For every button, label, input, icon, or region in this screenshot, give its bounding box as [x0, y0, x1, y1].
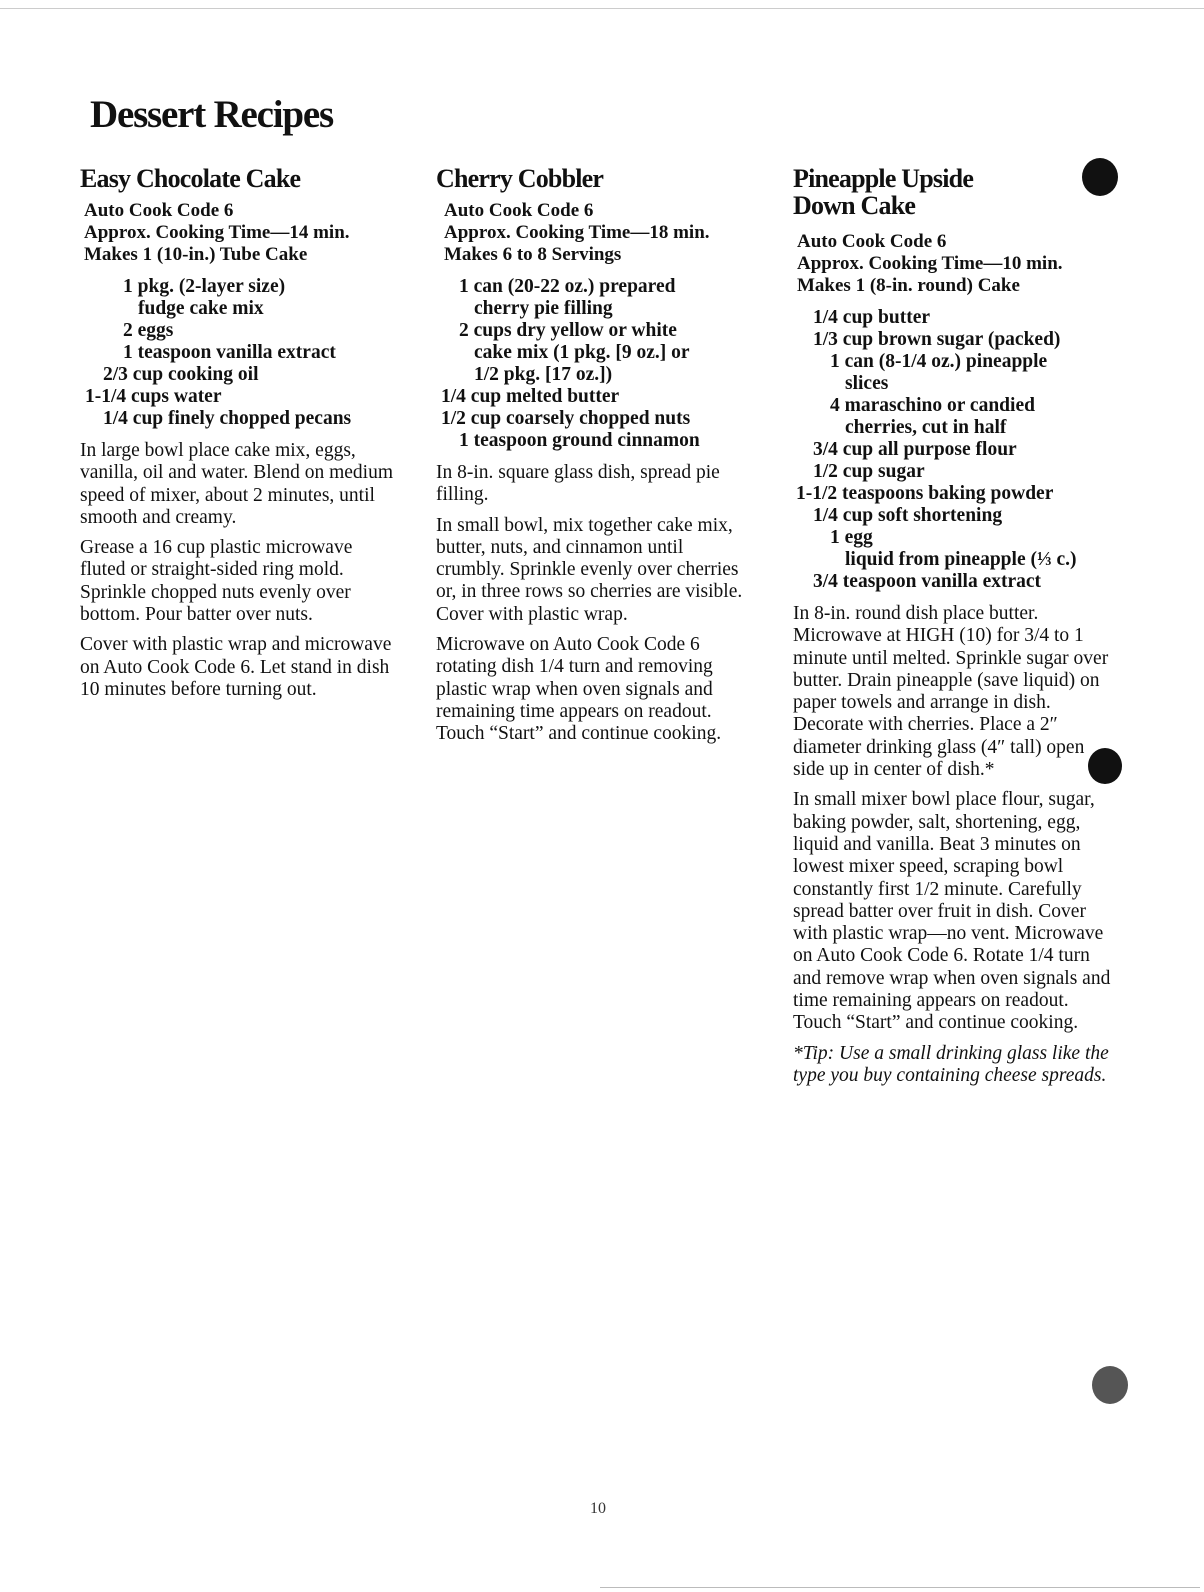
ingredient: 1 can (8-1/4 oz.) pineapple slices: [830, 351, 1048, 394]
instruction-step: In 8-in. square glass dish, spread pie filling.: [436, 462, 720, 506]
tip-note: *Tip: Use a small drinking glass like the type you buy containing cheese spreads.: [793, 1042, 1109, 1086]
ingredient: 1/2 cup sugar: [813, 461, 925, 482]
recipe-title: Easy Chocolate Cake: [80, 164, 301, 193]
binder-hole-top: [1082, 158, 1118, 196]
instruction-step: In small bowl, mix together cake mix, butter, nuts, and cinnamon until crumbly. Sprinkle evenly over cherries or, in three rows so cherries are visible. Cover with plastic wrap.: [436, 514, 743, 625]
binder-hole-middle: [1088, 748, 1122, 784]
ingredient: 1/4 cup melted butter: [441, 386, 620, 407]
instruction-step: Cover with plastic wrap and microwave on Auto Cook Code 6. Let stand in dish 10 minutes before turning out.: [80, 634, 392, 700]
recipe-meta: Auto Cook Code 6 Approx. Cooking Time—14 min. Makes 1 (10-in.) Tube Cake: [84, 200, 350, 265]
recipe-meta: Auto Cook Code 6 Approx. Cooking Time—10 min. Makes 1 (8-in. round) Cake: [797, 231, 1063, 296]
page-title: Dessert Recipes: [90, 93, 333, 136]
ingredient-list: [80, 276, 400, 430]
recipe-cherry-cobbler: [436, 165, 756, 754]
ingredient: 1-1/2 teaspoons baking powder: [796, 483, 1054, 504]
ingredient: 2/3 cup cooking oil: [103, 364, 259, 385]
ingredient: 2 eggs: [123, 320, 174, 341]
footer-rule: [600, 1587, 1200, 1588]
ingredient: 1 egg liquid from pineapple (⅓ c.): [830, 527, 1077, 570]
ingredient: 3/4 cup all purpose flour: [813, 439, 1017, 460]
instruction-step: In large bowl place cake mix, eggs, vanilla, oil and water. Blend on medium speed of mixer, about 2 minutes, until smooth and creamy.: [80, 440, 394, 528]
ingredient: 1 can (20-22 oz.) prepared cherry pie filling: [459, 276, 676, 319]
ingredient: 4 maraschino or candied cherries, cut in half: [830, 395, 1035, 438]
instruction-step: Grease a 16 cup plastic microwave fluted or straight-sided ring mold. Sprinkle chopped nuts evenly over bottom. Pour batter over nuts.: [80, 537, 353, 626]
ingredient: 1 teaspoon vanilla extract: [123, 342, 336, 363]
ingredient: 1 teaspoon ground cinnamon: [459, 430, 700, 451]
instruction-step: Microwave on Auto Cook Code 6 rotating dish 1/4 turn and removing plastic wrap when oven signals and remaining time appears on readout. Touch “Start” and continue cooking.: [436, 634, 722, 745]
ingredient: 1-1/4 cups water: [85, 386, 222, 407]
ingredient: 1/4 cup finely chopped pecans: [103, 408, 352, 429]
recipe-title: Cherry Cobbler: [436, 164, 604, 193]
binder-hole-bottom: [1092, 1366, 1128, 1404]
instruction-step: In small mixer bowl place flour, sugar, baking powder, salt, shortening, egg, liquid and vanilla. Beat 3 minutes on lowest mixer speed, scraping bowl constantly first 1/2 minute. Carefully spread batter over fruit in dish. Cover with plastic wrap—no vent. Microwave on Auto Cook Code 6. Rotate 1/4 turn and remove wrap when oven signals and time remaining appears on readout. Touch “Start” and continue cooking.: [793, 789, 1111, 1034]
ingredient: 1 pkg. (2-layer size) fudge cake mix: [123, 276, 286, 319]
ingredient: 1/4 cup soft shortening: [813, 505, 1003, 526]
recipe-easy-chocolate-cake: [80, 165, 400, 709]
ingredient: 1/2 cup coarsely chopped nuts: [441, 408, 691, 429]
page-number: 10: [590, 1500, 606, 1517]
recipe-meta: Auto Cook Code 6 Approx. Cooking Time—18 min. Makes 6 to 8 Servings: [444, 200, 710, 265]
instruction-step: In 8-in. round dish place butter. Microwave at HIGH (10) for 3/4 to 1 minute until melted. Sprinkle sugar over butter. Drain pineapple (save liquid) on paper towels and arrange in dish. Decorate with cherries. Place a 2″ diameter drinking glass (4″ tall) open side up in center of dish.*: [793, 603, 1109, 781]
ingredient: 2 cups dry yellow or white cake mix (1 pkg. [9 oz.] or 1/2 pkg. [17 oz.]): [459, 320, 690, 385]
ingredient: 3/4 teaspoon vanilla extract: [813, 571, 1042, 592]
ingredient-list: [793, 307, 1113, 593]
header-rule: [0, 8, 1204, 9]
ingredient: 1/3 cup brown sugar (packed): [813, 329, 1061, 350]
ingredient: 1/4 cup butter: [813, 307, 931, 328]
recipe-title: Pineapple Upside Down Cake: [793, 164, 974, 220]
recipe-pineapple-upside-down-cake: [793, 165, 1113, 1087]
ingredient-list: [436, 276, 756, 452]
